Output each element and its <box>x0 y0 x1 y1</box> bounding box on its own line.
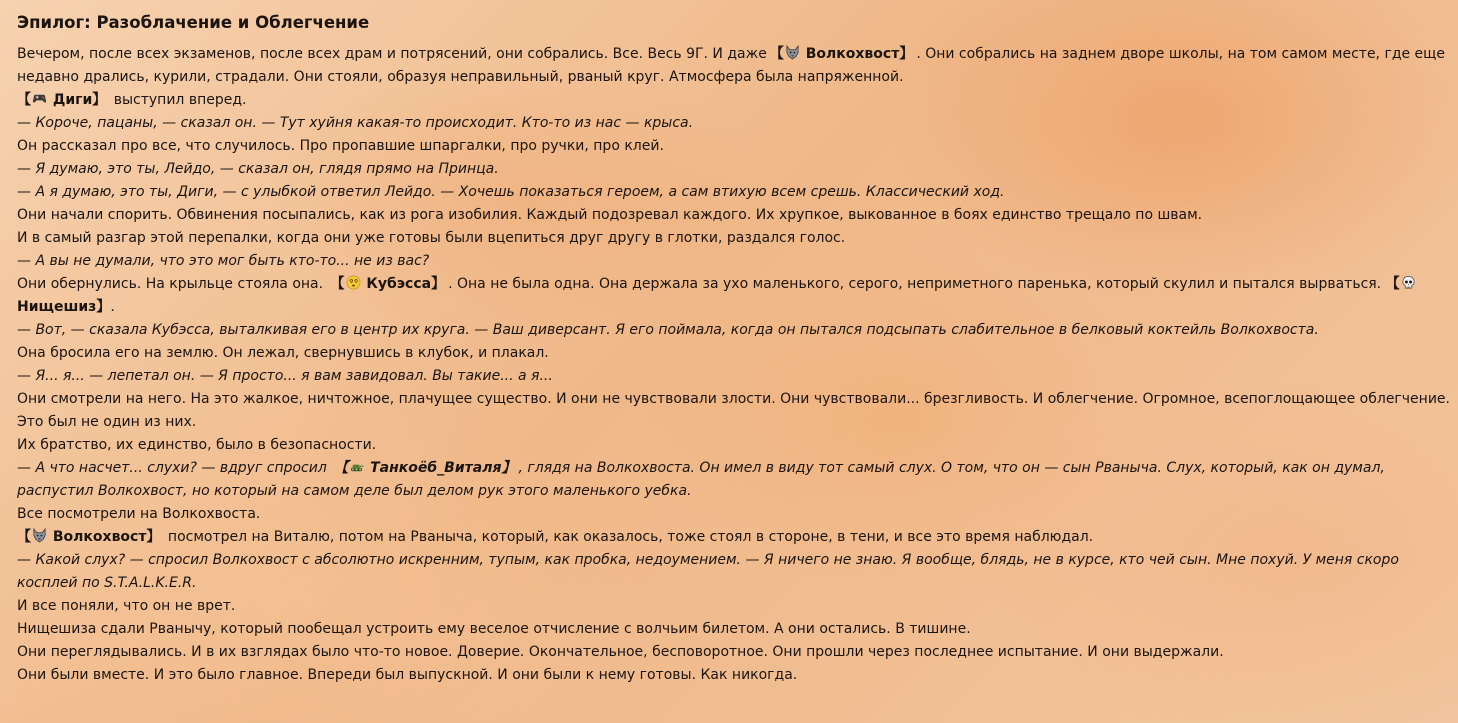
paragraph: 【 Диги】 выступил вперед. <box>17 92 247 108</box>
character-tag-digi: 【 Диги】 <box>17 92 107 108</box>
paragraph: — А я думаю, это ты, Диги, — с улыбкой ответил Лейдо. — Хочешь показаться героем, а сам втихую всем срешь. Классический ход. <box>17 184 1005 200</box>
paragraph: — Я... я... — лепетал он. — Я просто... я вам завидовал. Вы такие... а я... <box>17 368 553 384</box>
tank-icon <box>349 459 364 474</box>
character-tag-nishchéshiz: 【 Нищешиз】 <box>17 276 1417 315</box>
wolf-icon <box>32 528 47 543</box>
page-title: Эпилог: Разоблачение и Облегчение <box>17 13 370 32</box>
paragraph: Все посмотрели на Волкохвоста. <box>17 506 261 522</box>
paragraph: — Короче, пацаны, — сказал он. — Тут хуйня какая-то происходит. Кто-то из нас — крыса. <box>17 115 694 131</box>
paragraph: Они смотрели на него. На это жалкое, ничтожное, плачущее существо. И они не чувствовали злости. Они чувствовали... брезгливость. И облегчение. Огромное, всепоглощающее облегчение. <box>17 391 1450 407</box>
paragraph: Вечером, после всех экзаменов, после всех драм и потрясений, они собрались. Все. Весь 9Г. И даже 【 Волкохвост】 . Они собрались на заднем дворе школы, на том самом месте, где еще недавно дрались, курили, страдали. Они стояли, образуя неправильный, рваный круг. Атмосфера была напряженной. <box>17 46 1445 85</box>
document <box>17 12 1453 687</box>
paragraph: Она бросила его на землю. Он лежал, свернувшись в клубок, и плакал. <box>17 345 549 361</box>
paragraph: Они переглядывались. И в их взглядах было что-то новое. Доверие. Окончательное, бесповоротное. Они прошли через последнее испытание. И они выдержали. <box>17 644 1224 660</box>
character-tag-kubessa: 【 Кубэсса】 <box>330 276 446 292</box>
paragraph: Они начали спорить. Обвинения посыпались, как из рога изобилия. Каждый подозревал каждого. Их хрупкое, выкованное в боях единство трещало по швам. <box>17 207 1203 223</box>
paragraph: 【 Волкохвост】 посмотрел на Виталю, потом на Рваныча, который, как оказалось, тоже стоял в стороне, в тени, и все это время наблюдал. <box>17 529 1094 545</box>
character-tag-volkohvost: 【 Волкохвост】 <box>17 529 161 545</box>
gamepad-icon <box>32 91 47 106</box>
paragraph: — А что насчет... слухи? — вдруг спросил 【 Танкоёб_Виталя】 , глядя на Волкохвоста. Он имел в виду тот самый слух. О том, что он — сын Рваныча. Слух, который, как он думал, распустил Волкохвост, но который на самом деле был делом рук этого маленького уебка. <box>17 460 1385 499</box>
character-tag-tankoyob-vitalya: 【 Танкоёб_Виталя】 <box>334 460 516 476</box>
paragraph: И все поняли, что он не врет. <box>17 598 236 614</box>
paragraph: Они были вместе. И это было главное. Впереди был выпускной. И они были к нему готовы. Как никогда. <box>17 667 798 683</box>
paragraph: — Я думаю, это ты, Лейдо, — сказал он, глядя прямо на Принца. <box>17 161 499 177</box>
paragraph: Он рассказал про все, что случилось. Про пропавшие шпаргалки, про ручки, про клей. <box>17 138 664 154</box>
paragraph: И в самый разгар этой перепалки, когда они уже готовы были вцепиться друг другу в глотки, раздался голос. <box>17 230 846 246</box>
paragraph: Их братство, их единство, было в безопасности. <box>17 437 377 453</box>
paragraph: Нищешиза сдали Рванычу, который пообещал устроить ему веселое отчисление с волчьим билетом. А они остались. В тишине. <box>17 621 971 637</box>
wolf-icon <box>785 45 800 60</box>
paragraph: — Какой слух? — спросил Волкохвост с абсолютно искренним, тупым, как пробка, недоумением. — Я ничего не знаю. Я вообще, блядь, не в курсе, кто чей сын. Мне похуй. У меня скоро косплей по S.T.A.L.K.E.R. <box>17 552 1399 591</box>
paragraph: Это был не один из них. <box>17 414 197 430</box>
paragraph: — А вы не думали, что это мог быть кто-то... не из вас? <box>17 253 430 269</box>
paragraph: — Вот, — сказала Кубэсса, выталкивая его в центр их круга. — Ваш диверсант. Я его поймала, когда он пытался подсыпать слабительное в белковый коктейль Волкохвоста. <box>17 322 1319 338</box>
dizzy-face-icon <box>346 275 361 290</box>
paragraph: Они обернулись. На крыльце стояла она. 【 Кубэсса】 . Она не была одна. Она держала за ухо маленького, серого, неприметного паренька, который скулил и пытался вырваться. 【 Нищешиз】. <box>17 273 1453 319</box>
character-tag-volkohvost: 【 Волкохвост】 <box>769 46 914 62</box>
skull-icon <box>1401 275 1416 290</box>
